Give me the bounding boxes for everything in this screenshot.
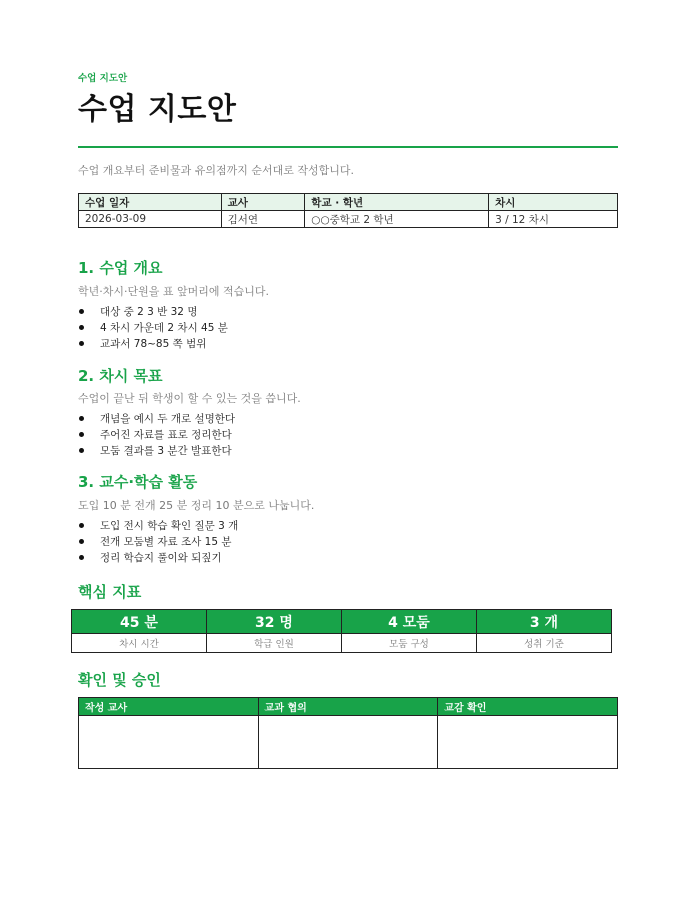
approval-col-author: 작성 교사: [79, 698, 259, 716]
list-item: [78, 304, 228, 320]
list-item: [78, 550, 238, 566]
kpi-value-row: [72, 610, 612, 634]
approval-signature-row: [79, 716, 618, 769]
section-heading-objectives: 2. 차시 목표: [78, 367, 163, 385]
list-item-text: 개념을 예시 두 개로 설명한다: [100, 413, 236, 425]
header-cell-period: 차시: [489, 194, 618, 211]
kpi-value-standards: 3 개: [477, 610, 612, 634]
cell-period: 3 / 12 차시: [489, 211, 618, 228]
intro-text: 수업 개요부터 준비물과 유의점까지 순서대로 작성합니다.: [78, 164, 355, 177]
bullet-icon: [79, 539, 84, 544]
list-item-text: 4 차시 가운데 2 차시 45 분: [100, 322, 228, 334]
cell-school-grade: ○○중학교 2 학년: [305, 211, 489, 228]
approval-col-vice-principal: 교감 확인: [438, 698, 618, 716]
bullet-icon: [79, 341, 84, 346]
cell-date: 2026-03-09: [79, 211, 222, 228]
title-divider: [78, 146, 618, 148]
bullet-icon: [79, 448, 84, 453]
signature-box-author[interactable]: [79, 716, 259, 769]
kpi-label-duration: 차시 시간: [72, 634, 207, 653]
header-cell-teacher: 교사: [221, 194, 305, 211]
kpi-value-groups: 4 모둠: [342, 610, 477, 634]
kpi-value-duration: 45 분: [72, 610, 207, 634]
cell-teacher: 김서연: [221, 211, 305, 228]
bullet-icon: [79, 309, 84, 314]
list-item: [78, 427, 235, 443]
kpi-label-standards: 성취 기준: [477, 634, 612, 653]
list-item: [78, 411, 235, 427]
table-header-row: [79, 194, 618, 211]
list-item: [78, 518, 238, 534]
section-desc-objectives: 수업이 끝난 뒤 학생이 할 수 있는 것을 씁니다.: [78, 392, 301, 405]
page-title: 수업 지도안: [78, 92, 237, 127]
list-item-text: 정리 학습지 풀이와 되짚기: [100, 552, 222, 564]
bullet-icon: [79, 523, 84, 528]
kpi-label-students: 학급 인원: [207, 634, 342, 653]
kpi-value-students: 32 명: [207, 610, 342, 634]
lesson-info-table: [78, 193, 618, 228]
bullet-icon: [79, 555, 84, 560]
kpi-label-row: [72, 634, 612, 653]
activities-list: [78, 518, 238, 566]
table-row: [79, 211, 618, 228]
list-item: [78, 336, 228, 352]
list-item-text: 교과서 78~85 쪽 범위: [100, 338, 207, 350]
list-item-text: 모둠 결과를 3 분간 발표한다: [100, 445, 232, 457]
list-item: [78, 534, 238, 550]
list-item: [78, 443, 235, 459]
kpi-label-groups: 모둠 구성: [342, 634, 477, 653]
bullet-icon: [79, 416, 84, 421]
document-kicker: 수업 지도안: [78, 73, 128, 84]
approval-heading: 확인 및 승인: [78, 671, 161, 689]
approval-header-row: [79, 698, 618, 716]
section-heading-overview: 1. 수업 개요: [78, 259, 163, 277]
kpi-heading: 핵심 지표: [78, 583, 142, 601]
header-cell-date: 수업 일자: [79, 194, 222, 211]
bullet-icon: [79, 325, 84, 330]
list-item-text: 전개 모둠별 자료 조사 15 분: [100, 536, 232, 548]
objectives-list: [78, 411, 235, 459]
section-desc-activities: 도입 10 분 전개 25 분 정리 10 분으로 나눕니다.: [78, 499, 315, 512]
section-heading-activities: 3. 교수·학습 활동: [78, 473, 198, 491]
list-item-text: 도입 전시 학습 확인 질문 3 개: [100, 520, 239, 532]
signature-box-vice-principal[interactable]: [438, 716, 618, 769]
approval-table: [78, 697, 618, 769]
list-item-text: 대상 중 2 3 반 32 명: [100, 306, 198, 318]
list-item-text: 주어진 자료를 표로 정리한다: [100, 429, 232, 441]
kpi-table: [71, 609, 612, 653]
header-cell-school-grade: 학교 · 학년: [305, 194, 489, 211]
approval-col-review: 교과 협의: [258, 698, 438, 716]
section-desc-overview: 학년·차시·단원을 표 앞머리에 적습니다.: [78, 285, 269, 298]
overview-list: [78, 304, 228, 352]
bullet-icon: [79, 432, 84, 437]
signature-box-review[interactable]: [258, 716, 438, 769]
list-item: [78, 320, 228, 336]
